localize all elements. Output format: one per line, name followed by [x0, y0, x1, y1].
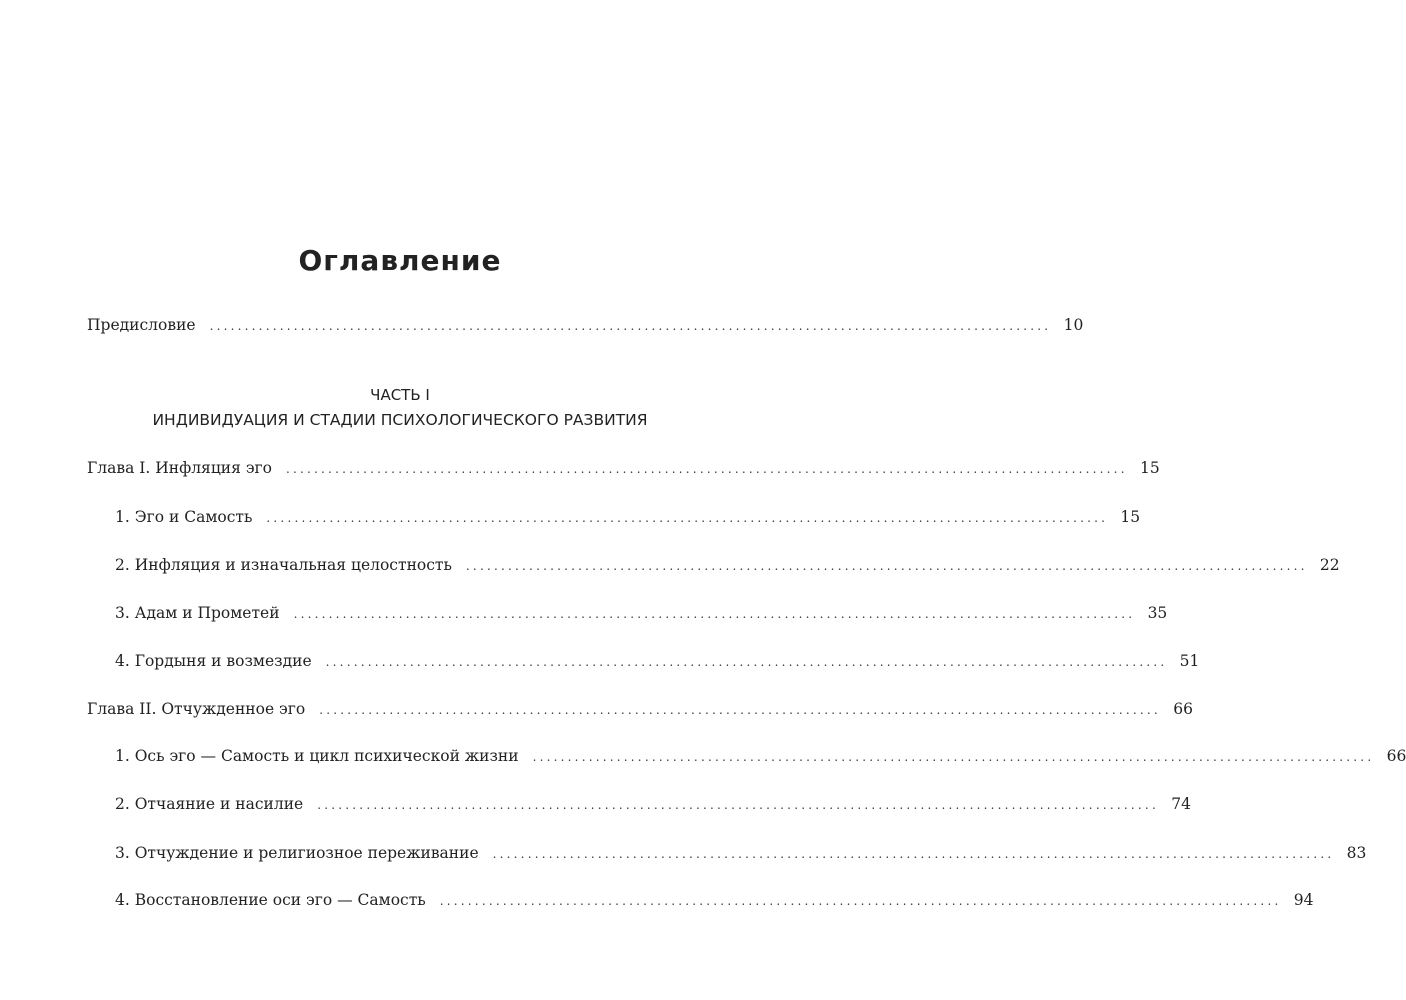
toc-page-number: 83	[1346, 844, 1367, 862]
part-label: ЧАСТЬ I	[370, 386, 430, 404]
toc-entry-label: 2. Отчаяние и насилие	[115, 795, 304, 813]
toc-page-number: 66	[1173, 700, 1193, 718]
toc-entry-section	[115, 556, 1340, 574]
dot-leader: ........................................................................................................................	[209, 319, 1052, 333]
toc-page-number: 15	[1139, 459, 1160, 477]
toc-entry-section	[115, 652, 1200, 670]
dot-leader: ........................................................................................................................	[532, 750, 1375, 764]
toc-entry-section	[115, 844, 1367, 862]
toc-entry-section	[115, 508, 1141, 526]
toc-entry-label: Глава II. Отчужденное эго	[87, 700, 306, 718]
toc-page-number: 94	[1293, 891, 1314, 909]
dot-leader: ........................................................................................................................	[317, 798, 1159, 812]
dot-leader: ........................................................................................................................	[465, 559, 1308, 573]
toc-entry-label: 3. Отчуждение и религиозное переживание	[115, 844, 479, 862]
toc-entry-chapter	[87, 700, 1193, 718]
toc-page-number: 10	[1063, 316, 1084, 334]
page-title: Оглавление	[298, 244, 502, 277]
part-title: ИНДИВИДУАЦИЯ И СТАДИИ ПСИХОЛОГИЧЕСКОГО РАЗВИТИЯ	[152, 411, 648, 429]
toc-entry-section	[115, 747, 1406, 765]
dot-leader: ........................................................................................................................	[492, 847, 1335, 861]
dot-leader: ........................................................................................................................	[293, 607, 1136, 621]
toc-entry-label: 2. Инфляция и изначальная целостность	[115, 556, 452, 574]
dot-leader: ........................................................................................................................	[319, 703, 1161, 717]
toc-page-number: 74	[1171, 795, 1191, 813]
toc-page-number: 15	[1120, 508, 1141, 526]
toc-entry-section	[115, 891, 1314, 909]
toc-page-number: 51	[1179, 652, 1200, 670]
toc-entry-label: 1. Эго и Самость	[115, 508, 253, 526]
toc-page-number: 66	[1386, 747, 1406, 765]
toc-entry-label: Предисловие	[87, 316, 196, 334]
toc-entry-chapter	[87, 459, 1160, 477]
dot-leader: ........................................................................................................................	[325, 655, 1168, 669]
toc-entry-label: 1. Ось эго — Самость и цикл психической жизни	[115, 747, 519, 765]
toc-entry-section	[115, 604, 1168, 622]
toc-entry-label: 4. Гордыня и возмездие	[115, 652, 312, 670]
dot-leader: ........................................................................................................................	[439, 894, 1282, 908]
toc-entry-label: 3. Адам и Прометей	[115, 604, 280, 622]
toc-entry-preface	[87, 316, 1084, 334]
toc-page-number: 22	[1319, 556, 1340, 574]
toc-entry-label: 4. Восстановление оси эго — Самость	[115, 891, 426, 909]
toc-page-number: 35	[1147, 604, 1168, 622]
toc-entry-label: Глава I. Инфляция эго	[87, 459, 272, 477]
toc-entry-section	[115, 795, 1191, 813]
dot-leader: ........................................................................................................................	[266, 511, 1109, 525]
dot-leader: ........................................................................................................................	[285, 462, 1128, 476]
